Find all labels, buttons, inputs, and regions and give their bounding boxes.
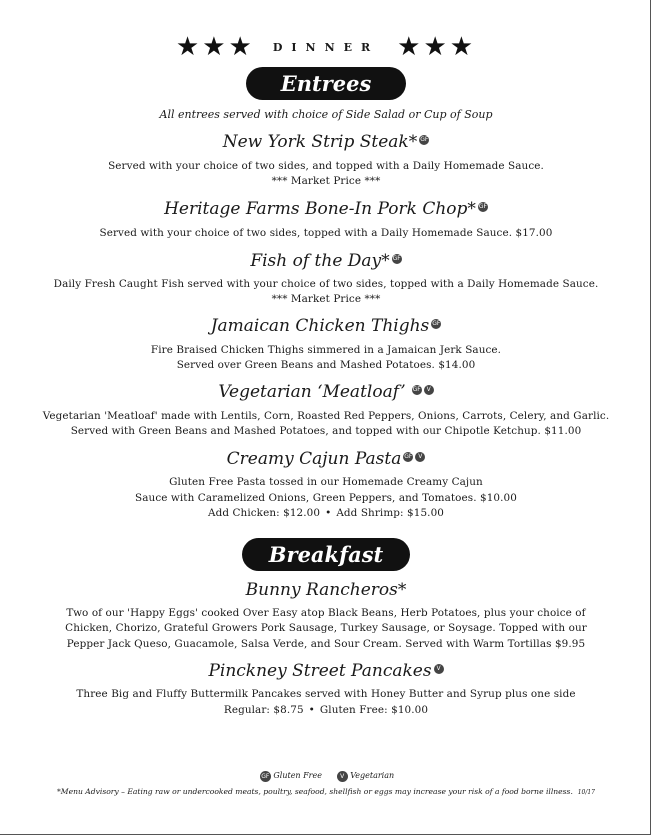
stars-left-icon: ★★★: [175, 32, 255, 62]
item-description: Daily Fresh Caught Fish served with your choice of two sides, topped with a Daily Homemade Sauce.: [53, 278, 599, 290]
item-name: Fish of the Day*: [250, 251, 390, 271]
item-description: Fire Braised Chicken Thighs simmered in a Jamaican Jerk Sauce.: [150, 344, 502, 356]
item-name: New York Strip Steak*: [222, 132, 418, 152]
entrees-note: All entrees served with choice of Side Salad or Cup of Soup: [159, 108, 493, 121]
price-gluten-free: Gluten Free: $10.00: [319, 704, 429, 716]
vegetarian-icon: V: [415, 452, 425, 462]
gluten-free-icon: GF: [412, 386, 421, 393]
item-name: Jamaican Chicken Thighs: [210, 316, 430, 336]
menu-item-title: [0, 580, 652, 600]
advisory-text: *Menu Advisory – Eating raw or undercooked meats, poultry, seafood, shellfish or eggs may increase your risk of a food borne illness.: [57, 787, 573, 796]
vegetarian-icon: V: [424, 385, 434, 395]
item-description: Gluten Free Pasta tossed in our Homemade Creamy Cajun: [169, 476, 483, 488]
menu-advisory: [0, 787, 652, 796]
menu-item-title: [0, 132, 652, 152]
item-description: Vegetarian 'Meatloaf' made with Lentils, Corn, Roasted Red Peppers, Onions, Carrots, Celery, and Garlic.: [42, 410, 610, 422]
entrees-section-label: Entrees: [246, 67, 406, 100]
gluten-free-icon: GF: [432, 320, 441, 327]
bullet-separator: •: [325, 507, 332, 519]
item-price: *** Market Price ***: [271, 175, 381, 187]
item-description: Pepper Jack Queso, Guacamole, Salsa Verde, and Sour Cream. Served with Warm Tortillas $9.95: [66, 638, 586, 650]
menu-item-title: [0, 199, 652, 219]
item-addons: [0, 704, 652, 716]
item-name: Pinckney Street Pancakes: [208, 661, 432, 681]
breakfast-section-label: Breakfast: [242, 538, 410, 571]
item-description: Served with your choice of two sides, and topped with a Daily Homemade Sauce.: [108, 160, 544, 172]
gluten-free-icon: GF: [261, 773, 270, 780]
menu-item-title: [0, 661, 652, 681]
addon-shrimp: Add Shrimp: $15.00: [336, 507, 444, 519]
gluten-free-icon: GF: [392, 255, 401, 262]
menu-item-title: [0, 382, 652, 402]
item-description: Served with Green Beans and Mashed Potatoes, and topped with our Chipotle Ketchup. $11.00: [70, 425, 582, 437]
item-name: Vegetarian ‘Meatloaf’: [218, 382, 406, 402]
stars-right-icon: ★★★: [397, 32, 477, 62]
item-description: Two of our 'Happy Eggs' cooked Over Easy atop Black Beans, Herb Potatoes, plus your choice of: [66, 607, 586, 619]
dinner-header: [0, 34, 652, 60]
vegetarian-icon: V: [337, 771, 348, 782]
item-name: Creamy Cajun Pasta: [226, 449, 402, 469]
vegetarian-icon: V: [434, 664, 444, 674]
gluten-free-icon: GF: [420, 136, 429, 143]
price-regular: Regular: $8.75: [223, 704, 304, 716]
item-description: Served over Green Beans and Mashed Potatoes. $14.00: [176, 359, 476, 371]
item-addons: [0, 507, 652, 519]
item-description: Sauce with Caramelized Onions, Green Peppers, and Tomatoes. $10.00: [135, 492, 517, 504]
dinner-heading: DINNER: [272, 40, 380, 54]
legend-v-label: Vegetarian: [350, 771, 395, 780]
item-name: Heritage Farms Bone-In Pork Chop*: [164, 199, 476, 219]
legend: [0, 771, 652, 782]
menu-item-title: [0, 449, 652, 469]
legend-gf-label: Gluten Free: [273, 771, 322, 780]
addon-chicken: Add Chicken: $12.00: [207, 507, 321, 519]
gluten-free-icon: GF: [478, 203, 487, 210]
item-description: Three Big and Fluffy Buttermilk Pancakes served with Honey Butter and Syrup plus one side: [76, 688, 576, 700]
item-price: *** Market Price ***: [271, 293, 381, 305]
item-description: Chicken, Chorizo, Grateful Growers Pork Sausage, Turkey Sausage, or Soysage. Topped with our: [65, 622, 587, 634]
menu-item-title: [0, 316, 652, 336]
bullet-separator: •: [308, 704, 315, 716]
gluten-free-icon: GF: [404, 453, 413, 460]
item-name: Bunny Rancheros*: [245, 580, 407, 600]
menu-item-title: [0, 251, 652, 271]
item-description: Served with your choice of two sides, topped with a Daily Homemade Sauce. $17.00: [99, 227, 553, 239]
version-code: 10/17: [577, 789, 595, 796]
